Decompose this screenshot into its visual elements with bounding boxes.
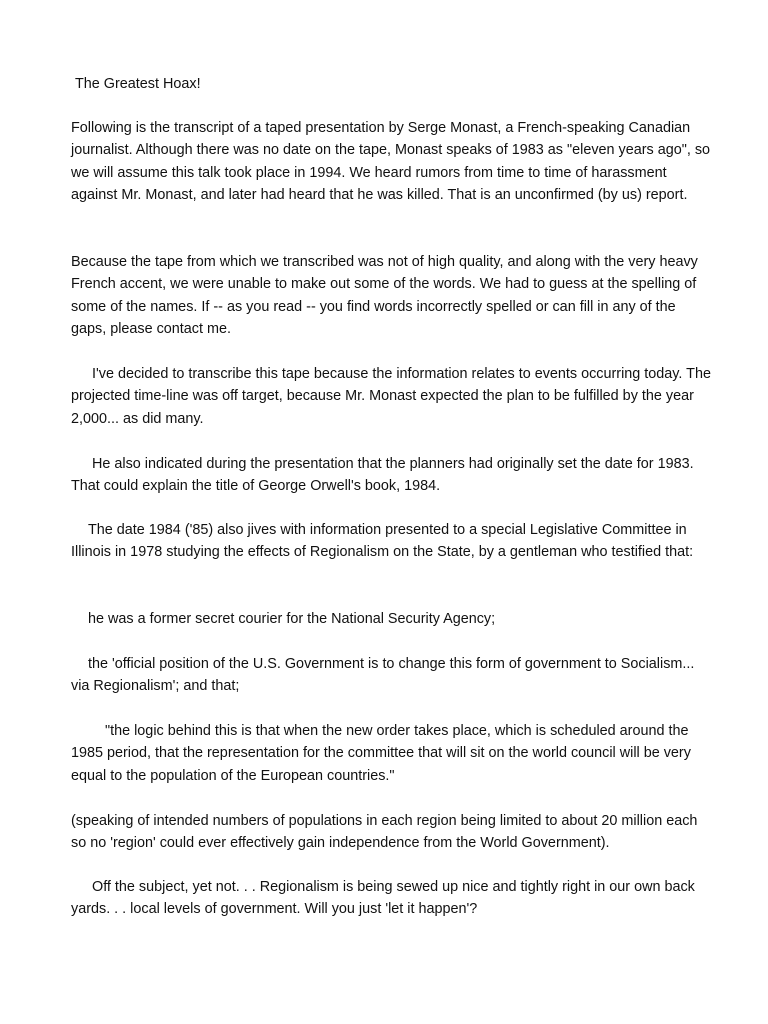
document-title: The Greatest Hoax! (75, 76, 201, 92)
paragraph-regionalism: Off the subject, yet not. . . Regionalism is being sewed up nice and tightly right in our own back yards. . . local levels of government. Will you just 'let it happen'? (71, 879, 695, 918)
paragraph-date-1983: He also indicated during the presentation that the planners had originally set the date for 1983. That could explain the title of George Orwell's book, 1984. (71, 456, 694, 495)
paragraph-courier: he was a former secret courier for the National Security Agency; (88, 611, 496, 627)
paragraph-quote: "the logic behind this is that when the new order takes place, which is scheduled around the 1985 period, that the representation for the committee that will sit on the world council will be very equal to the population of the European countries." (71, 723, 691, 784)
paragraph-official-position: the 'official position of the U.S. Government is to change this form of government to Socialism... via Regionalism'; and that; (71, 656, 695, 695)
paragraph-transcribe-reason: I've decided to transcribe this tape because the information relates to events occurring today. The projected time-line was off target, because Mr. Monast expected the plan to be fulfilled by the year 2,000... as did many. (71, 366, 711, 427)
paragraph-populations: (speaking of intended numbers of populations in each region being limited to about 20 million each so no 'region' could ever effectively gain independence from the World Government). (71, 813, 698, 852)
paragraph-tape-quality: Because the tape from which we transcribed was not of high quality, and along with the very heavy French accent, we were unable to make out some of the words. We had to guess at the spelling of some of the names. If -- as you read -- you find words incorrectly spelled or can fill in any of the gaps, please contact me. (71, 254, 698, 338)
paragraph-date-1984: The date 1984 ('85) also jives with information presented to a special Legislative Committee in Illinois in 1978 studying the effects of Regionalism on the State, by a gentleman who testified that: (71, 522, 694, 561)
paragraph-intro: Following is the transcript of a taped presentation by Serge Monast, a French-speaking Canadian journalist. Although there was no date on the tape, Monast speaks of 1983 as "eleven years ago", so we will assume this talk took place in 1994. We heard rumors from time to time of harassment against Mr. Monast, and later had heard that he was killed. That is an unconfirmed (by us) report. (71, 120, 711, 204)
